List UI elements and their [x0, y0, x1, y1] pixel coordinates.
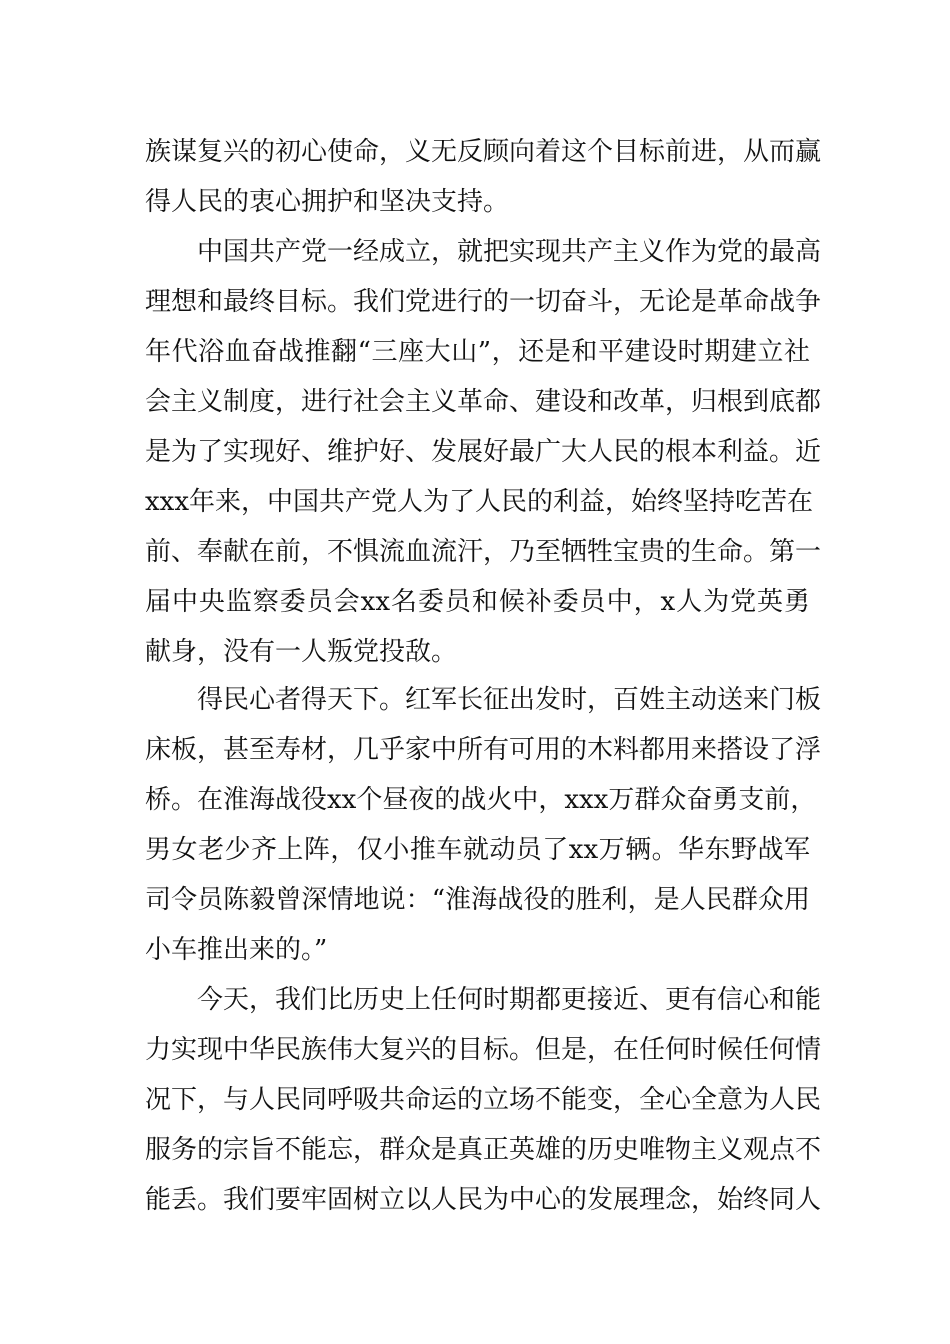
paragraph-3-line-1: 得民心者得天下。红军长征出发时，百姓主动送来门板 — [197, 685, 822, 715]
paragraph-2-line-3: 年代浴血奋战推翻“三座大山”，还是和平建设时期建立社 — [145, 337, 810, 367]
paragraph-2-line-6: xxx年来，中国共产党人为了人民的利益，始终坚持吃苦在 — [145, 487, 813, 517]
paragraph-3-line-6: 小车推出来的。” — [145, 935, 328, 965]
paragraph-3-line-4: 男女老少齐上阵，仅小推车就动员了xx万辆。华东野战军 — [145, 835, 810, 865]
paragraph-2-line-4: 会主义制度，进行社会主义革命、建设和改革，归根到底都 — [145, 387, 822, 417]
paragraph-2-line-1: 中国共产党一经成立，就把实现共产主义作为党的最高 — [197, 237, 822, 267]
paragraph-2-line-5: 是为了实现好、维护好、发展好最广大人民的根本利益。近 — [145, 437, 822, 467]
paragraph-3-line-3: 桥。在淮海战役xx个昼夜的战火中，xxx万群众奋勇支前， — [145, 785, 817, 815]
paragraph-2-line-8: 届中央监察委员会xx名委员和候补委员中，x人为党英勇 — [145, 587, 810, 617]
paragraph-2-line-7: 前、奉献在前，不惧流血流汗，乃至牺牲宝贵的生命。第一 — [145, 537, 822, 567]
paragraph-4-line-4: 服务的宗旨不能忘，群众是真正英雄的历史唯物主义观点不 — [145, 1135, 822, 1165]
paragraph-2-line-9: 献身，没有一人叛党投敌。 — [145, 637, 458, 667]
paragraph-4-line-1: 今天，我们比历史上任何时期都更接近、更有信心和能 — [197, 985, 822, 1015]
paragraph-2-line-2: 理想和最终目标。我们党进行的一切奋斗，无论是革命战争 — [145, 287, 822, 317]
paragraph-1-line-1: 族谋复兴的初心使命，义无反顾向着这个目标前进，从而赢 — [145, 137, 822, 167]
paragraph-1-line-2: 得人民的衷心拥护和坚决支持。 — [145, 187, 510, 217]
paragraph-4-line-2: 力实现中华民族伟大复兴的目标。但是，在任何时候任何情 — [145, 1035, 822, 1065]
paragraph-4-line-3: 况下，与人民同呼吸共命运的立场不能变，全心全意为人民 — [145, 1085, 822, 1115]
paragraph-3-line-5: 司令员陈毅曾深情地说：“淮海战役的胜利，是人民群众用 — [145, 885, 810, 915]
paragraph-3-line-2: 床板，甚至寿材，几乎家中所有可用的木料都用来搭设了浮 — [145, 735, 822, 765]
paragraph-4-line-5: 能丢。我们要牢固树立以人民为中心的发展理念，始终同人 — [145, 1185, 822, 1215]
